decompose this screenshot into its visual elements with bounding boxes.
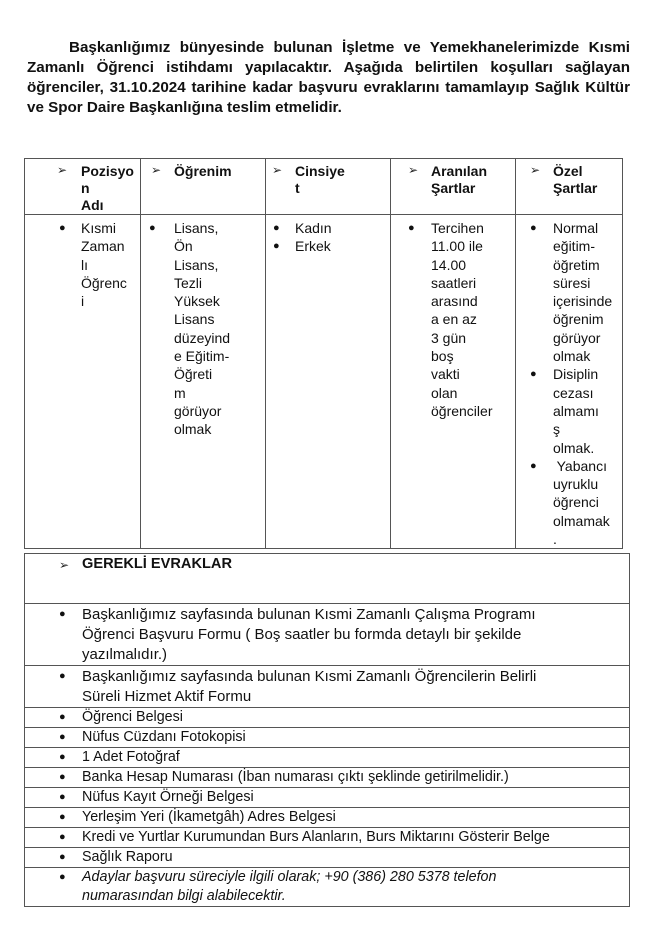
- item-text-line: boş: [431, 348, 454, 365]
- bullet-icon: ●: [59, 791, 66, 803]
- header-text-line: Aranılan: [431, 163, 488, 179]
- document-text-line: Kredi ve Yurtlar Kurumundan Burs Alanların, Burs Miktarını Gösterir Belge: [82, 829, 550, 845]
- item-text-line: 11.00 ile: [431, 238, 483, 255]
- item-text-line: Lisans,: [174, 220, 219, 236]
- item-text-line: Yüksek: [174, 293, 220, 310]
- document-item: [25, 808, 629, 827]
- list-item: [266, 219, 390, 237]
- list-item: [391, 219, 515, 420]
- item-text-line: e Eğitim-: [174, 348, 230, 365]
- positions-data-row: [25, 215, 623, 549]
- item-text-line: öğrenim: [553, 311, 604, 328]
- documents-header-cell: [25, 554, 630, 604]
- item-text-line: görüyor: [174, 402, 222, 419]
- document-row: [25, 708, 630, 728]
- item-text-line: Yabancı: [553, 457, 607, 474]
- document-cell: [25, 808, 630, 828]
- item-text-line: lı: [81, 256, 88, 273]
- bullet-icon: ●: [149, 222, 156, 234]
- document-item: [25, 828, 629, 847]
- list-item: [25, 219, 140, 310]
- item-text-line: Öğreti: [174, 366, 213, 383]
- item-text-line: Kısmi: [81, 220, 116, 236]
- item-text-line: süresi: [553, 274, 591, 291]
- item-text-line: öğretim: [553, 256, 600, 273]
- bullet-icon: ●: [530, 368, 537, 381]
- list-item: [516, 365, 622, 456]
- bullet-icon: ●: [59, 222, 66, 234]
- item-text-line: Tezli: [174, 274, 203, 291]
- document-row: [25, 828, 630, 848]
- item-text-line: öğrenci: [553, 494, 599, 511]
- header-text-line: Şartlar: [553, 180, 598, 196]
- item-text-line: Ön: [174, 238, 193, 255]
- header-text-line: Şartlar: [431, 180, 476, 196]
- header-text-line: Özel: [553, 163, 583, 179]
- header-text-line: Pozisyo: [81, 163, 134, 179]
- document-item: [25, 868, 629, 906]
- document-item: [25, 768, 629, 787]
- arrow-bullet-icon: ➢: [57, 163, 68, 177]
- required-documents-table: [24, 553, 630, 907]
- bullet-icon: ●: [530, 459, 537, 472]
- item-text-line: saatleri: [431, 274, 477, 291]
- item-text-line: a en az: [431, 311, 477, 328]
- arrow-bullet-icon: ➢: [151, 163, 162, 177]
- item-text-line: i: [81, 293, 85, 310]
- item-text-line: arasınd: [431, 293, 478, 310]
- document-row: [25, 868, 630, 907]
- document-item: [25, 848, 629, 867]
- document-text-line: Adaylar başvuru süreciyle ilgili olarak; +90 (386) 280 5378 telefon: [82, 869, 497, 885]
- document-cell: [25, 604, 630, 666]
- document-text-line: Nüfus Kayıt Örneği Belgesi: [82, 789, 254, 805]
- intro-text: Başkanlığımız bünyesinde bulunan İşletme ve Yemekhanelerimizde Kısmi Zamanlı Öğrenci istihdamı yapılacaktır. Aşağıda belirtilen koşulları sağlayan öğrenciler, 31.10.2024 tarihine kadar başvuru evraklarını tamamlayıp Sağlık Kültür ve Spor Daire Başkanlığına teslim etmelidir.: [27, 39, 630, 116]
- document-text-line: Nüfus Cüzdanı Fotokopisi: [82, 729, 246, 745]
- document-text-line: Yerleşim Yeri (İkametgâh) Adres Belgesi: [82, 809, 336, 825]
- document-item: [25, 604, 629, 665]
- cell-gender: [266, 215, 391, 549]
- item-text-line: cezası: [553, 384, 594, 401]
- item-text-line: Zaman: [81, 238, 125, 255]
- bullet-icon: ●: [59, 731, 66, 743]
- item-text-line: Öğrenc: [81, 274, 127, 291]
- item-text-line: almamı: [553, 402, 599, 419]
- item-text-line: 3 gün: [431, 329, 467, 346]
- header-gender: [266, 159, 391, 215]
- arrow-bullet-icon: ➢: [530, 163, 541, 177]
- document-cell: [25, 666, 630, 708]
- item-text-line: Disiplin: [553, 366, 599, 383]
- item-text-line: olan: [431, 384, 458, 401]
- header-text-line: Adı: [81, 197, 104, 213]
- document-row: [25, 748, 630, 768]
- document-text-line: Öğrenci Belgesi: [82, 709, 183, 725]
- document-row: [25, 666, 630, 708]
- bullet-icon: ●: [59, 851, 66, 863]
- item-text-line: olmamak: [553, 512, 610, 529]
- document-cell: [25, 768, 630, 788]
- header-text-line: t: [295, 180, 300, 196]
- document-item: [25, 788, 629, 807]
- bullet-icon: ●: [59, 670, 66, 682]
- arrow-bullet-icon: ➢: [272, 163, 283, 177]
- header-position-name: [25, 159, 141, 215]
- item-text-line: Erkek: [295, 238, 331, 255]
- list-item: [516, 457, 622, 548]
- document-cell: [25, 828, 630, 848]
- item-text-line: Kadın: [295, 220, 332, 236]
- bullet-icon: ●: [530, 222, 537, 234]
- bullet-icon: ●: [59, 711, 66, 723]
- item-text-line: .: [553, 531, 557, 548]
- documents-header-row: [25, 554, 630, 604]
- item-text-line: öğrenciler: [431, 402, 493, 419]
- document-cell: [25, 848, 630, 868]
- bullet-icon: ●: [59, 811, 66, 823]
- document-item: [25, 708, 629, 727]
- list-item: [516, 219, 622, 365]
- item-text-line: eğitim-: [553, 238, 596, 255]
- document-item: [25, 728, 629, 747]
- bullet-icon: ●: [59, 771, 66, 783]
- item-text-line: olmak.: [553, 439, 595, 456]
- document-item: [25, 748, 629, 767]
- document-row: [25, 728, 630, 748]
- document-text-line: Başkanlığımız sayfasında bulunan Kısmi Zamanlı Öğrencilerin Belirli: [82, 668, 537, 685]
- item-text-line: Lisans,: [174, 256, 219, 273]
- list-item: [266, 237, 390, 255]
- documents-title: GEREKLİ EVRAKLAR: [82, 556, 232, 572]
- cell-education: [141, 215, 266, 549]
- item-text-line: ş: [553, 421, 560, 438]
- document-text-line: Başkanlığımız sayfasında bulunan Kısmi Zamanlı Çalışma Programı: [82, 606, 536, 623]
- item-text-line: Normal: [553, 220, 599, 236]
- document-cell: [25, 788, 630, 808]
- header-education: [141, 159, 266, 215]
- item-text-line: içerisinde: [553, 293, 613, 310]
- item-text-line: düzeyind: [174, 329, 231, 346]
- bullet-icon: ●: [59, 608, 66, 620]
- list-item: [141, 219, 265, 439]
- item-text-line: Tercihen: [431, 220, 484, 236]
- bullet-icon: ●: [59, 871, 66, 883]
- document-text-line: yazılmalıdır.): [82, 646, 168, 663]
- document-cell: [25, 748, 630, 768]
- header-required-conditions: [391, 159, 516, 215]
- document-row: [25, 788, 630, 808]
- document-row: [25, 768, 630, 788]
- bullet-icon: ●: [59, 751, 66, 763]
- arrow-bullet-icon: ➢: [59, 558, 70, 572]
- document-cell: [25, 868, 630, 907]
- document-row: [25, 808, 630, 828]
- document-text-line: numarasından bilgi alabilecektir.: [82, 888, 286, 904]
- item-text-line: vakti: [431, 366, 460, 383]
- document-text-line: Banka Hesap Numarası (İban numarası çıktı şeklinde getirilmelidir.): [82, 769, 509, 785]
- document-item: [25, 666, 629, 707]
- document-row: [25, 848, 630, 868]
- document-cell: [25, 708, 630, 728]
- item-text-line: olmak: [174, 421, 212, 438]
- cell-position-name: [25, 215, 141, 549]
- header-text-line: Cinsiye: [295, 163, 345, 179]
- document-text-line: Sağlık Raporu: [82, 849, 173, 865]
- bullet-icon: ●: [59, 831, 66, 843]
- bullet-icon: ●: [273, 222, 280, 234]
- cell-special-conditions: [516, 215, 623, 549]
- item-text-line: m: [174, 384, 186, 401]
- item-text-line: olmak: [553, 348, 591, 365]
- item-text-line: Lisans: [174, 311, 215, 328]
- positions-header-row: [25, 159, 623, 215]
- document-cell: [25, 728, 630, 748]
- document-text-line: Öğrenci Başvuru Formu ( Boş saatler bu formda detaylı bir şekilde: [82, 626, 522, 643]
- item-text-line: görüyor: [553, 329, 601, 346]
- header-special-conditions: [516, 159, 623, 215]
- document-text-line: Süreli Hizmet Aktif Formu: [82, 688, 252, 705]
- document-row: [25, 604, 630, 666]
- arrow-bullet-icon: ➢: [408, 163, 419, 177]
- item-text-line: uyruklu: [553, 476, 599, 493]
- header-text-line: n: [81, 180, 90, 196]
- bullet-icon: ●: [408, 222, 415, 234]
- item-text-line: 14.00: [431, 256, 467, 273]
- intro-paragraph: [27, 38, 630, 118]
- document-text-line: 1 Adet Fotoğraf: [82, 749, 180, 765]
- header-text-line: Öğrenim: [174, 163, 232, 179]
- bullet-icon: ●: [273, 240, 280, 253]
- positions-table: [24, 158, 623, 549]
- cell-required-conditions: [391, 215, 516, 549]
